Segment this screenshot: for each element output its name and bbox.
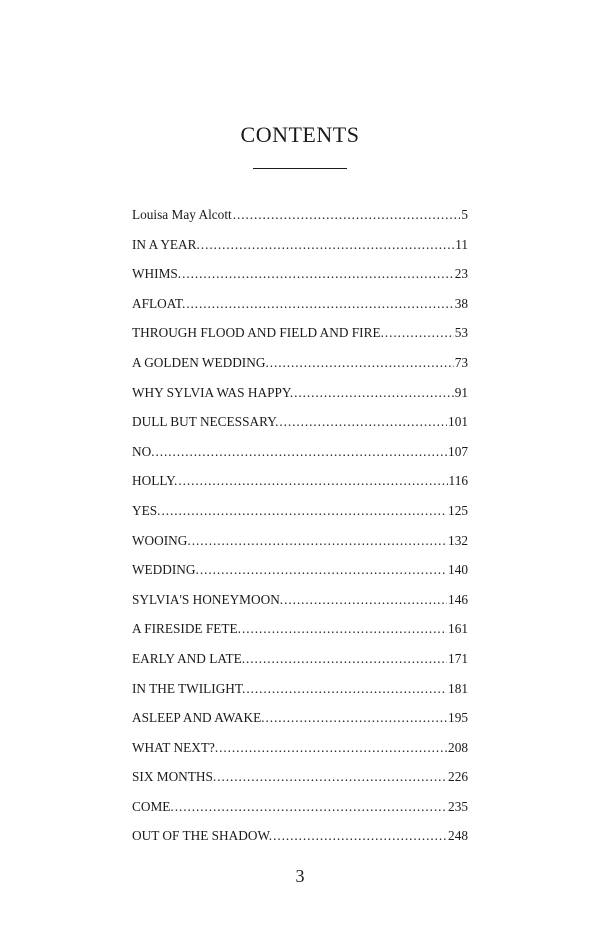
- toc-entry-page: 171: [448, 650, 468, 666]
- toc-entry-page: 161: [448, 621, 468, 637]
- toc-entry-title: Louisa May Alcott: [132, 207, 232, 222]
- toc-entry[interactable]: [132, 588, 468, 618]
- toc-entry-title: NO.: [132, 443, 155, 459]
- toc-entry[interactable]: [132, 440, 468, 470]
- toc-entry-page: 11: [455, 236, 468, 252]
- toc-entry-title: A FIRESIDE FETE.: [132, 621, 241, 637]
- toc-entry[interactable]: [132, 499, 468, 529]
- toc-entry-title: YES.: [132, 502, 161, 518]
- dot-leader: [161, 499, 447, 523]
- title-underline: [253, 168, 347, 169]
- toc-entry-page: 181: [448, 680, 468, 696]
- toc-entry-page: 132: [448, 532, 468, 548]
- toc-entry[interactable]: [132, 233, 468, 263]
- page-title: CONTENTS: [240, 122, 360, 147]
- toc-entry-title: IN A YEAR.: [132, 236, 200, 252]
- dot-leader: [246, 677, 447, 701]
- toc-entry[interactable]: [132, 469, 468, 499]
- dot-leader: [385, 321, 454, 345]
- toc-entry[interactable]: [132, 529, 468, 559]
- toc-entry-page: 226: [448, 769, 468, 785]
- toc-entry-title: SYLVIA'S HONEYMOON.: [132, 591, 284, 607]
- dot-leader: [175, 795, 447, 819]
- toc-entry[interactable]: [132, 706, 468, 736]
- page-number: 3: [295, 866, 305, 886]
- toc-entry[interactable]: [132, 824, 468, 854]
- toc-entry[interactable]: [132, 262, 468, 292]
- dot-leader: [233, 203, 461, 227]
- dot-leader: [294, 381, 454, 405]
- toc-entry-page: 195: [448, 710, 468, 726]
- toc-entry-page: 38: [454, 295, 468, 311]
- toc-entry-title: HOLLY.: [132, 473, 178, 489]
- toc-entry[interactable]: [132, 617, 468, 647]
- dot-leader: [201, 233, 454, 257]
- toc-entry-page: 235: [448, 798, 468, 814]
- dot-leader: [219, 736, 447, 760]
- toc-entry[interactable]: [132, 203, 468, 233]
- dot-leader: [279, 410, 447, 434]
- toc-entry-title: AFLOAT.: [132, 295, 186, 311]
- toc-entry[interactable]: [132, 795, 468, 825]
- dot-leader: [200, 558, 447, 582]
- toc-entry-page: 125: [448, 502, 468, 518]
- toc-entry-page: 73: [454, 354, 468, 370]
- dot-leader: [192, 529, 447, 553]
- toc-entry-title: WHIMS.: [132, 266, 182, 282]
- toc-entry-title: EARLY AND LATE.: [132, 650, 246, 666]
- dot-leader: [178, 469, 447, 493]
- toc-entry-title: WOOING.: [132, 532, 191, 548]
- toc-entry[interactable]: [132, 381, 468, 411]
- dot-leader: [246, 647, 447, 671]
- toc-entry[interactable]: [132, 292, 468, 322]
- toc-entry[interactable]: [132, 321, 468, 351]
- dot-leader: [270, 351, 454, 375]
- toc-entry[interactable]: [132, 736, 468, 766]
- toc-entry-title: WHAT NEXT?.: [132, 739, 219, 755]
- dot-leader: [156, 440, 448, 464]
- toc-entry-page: 107: [448, 443, 468, 459]
- toc-entry-title: DULL BUT NECESSARY.: [132, 414, 279, 430]
- toc-entry-title: WHY SYLVIA WAS HAPPY.: [132, 384, 294, 400]
- toc-entry-title: WEDDING.: [132, 562, 199, 578]
- toc-entry-page: 5: [461, 207, 468, 222]
- dot-leader: [273, 824, 447, 848]
- toc-entry-page: 146: [448, 591, 468, 607]
- toc-entry-page: 101: [448, 414, 468, 430]
- toc-entry-page: 116: [448, 473, 468, 489]
- toc-entry[interactable]: [132, 677, 468, 707]
- toc-entry[interactable]: [132, 765, 468, 795]
- dot-leader: [217, 765, 447, 789]
- toc-entry-page: 91: [454, 384, 468, 400]
- table-of-contents: [132, 203, 468, 854]
- dot-leader: [242, 617, 447, 641]
- toc-entry-title: THROUGH FLOOD AND FIELD AND FIRE.: [132, 325, 384, 341]
- toc-entry[interactable]: [132, 351, 468, 381]
- dot-leader: [182, 262, 454, 286]
- dot-leader: [266, 706, 448, 730]
- toc-entry-page: 23: [454, 266, 468, 282]
- toc-entry-page: 248: [448, 828, 468, 844]
- toc-entry[interactable]: [132, 410, 468, 440]
- toc-entry-title: OUT OF THE SHADOW.: [132, 828, 273, 844]
- toc-entry-page: 140: [448, 562, 468, 578]
- toc-entry-title: SIX MONTHS.: [132, 769, 217, 785]
- toc-entry-title: ASLEEP AND AWAKE.: [132, 710, 265, 726]
- toc-entry-page: 208: [448, 739, 468, 755]
- toc-entry[interactable]: [132, 647, 468, 677]
- dot-leader: [284, 588, 447, 612]
- toc-entry-title: COME.: [132, 798, 174, 814]
- dot-leader: [186, 292, 453, 316]
- toc-entry-title: A GOLDEN WEDDING.: [132, 354, 269, 370]
- toc-entry[interactable]: [132, 558, 468, 588]
- toc-entry-page: 53: [454, 325, 468, 341]
- toc-entry-title: IN THE TWILIGHT.: [132, 680, 246, 696]
